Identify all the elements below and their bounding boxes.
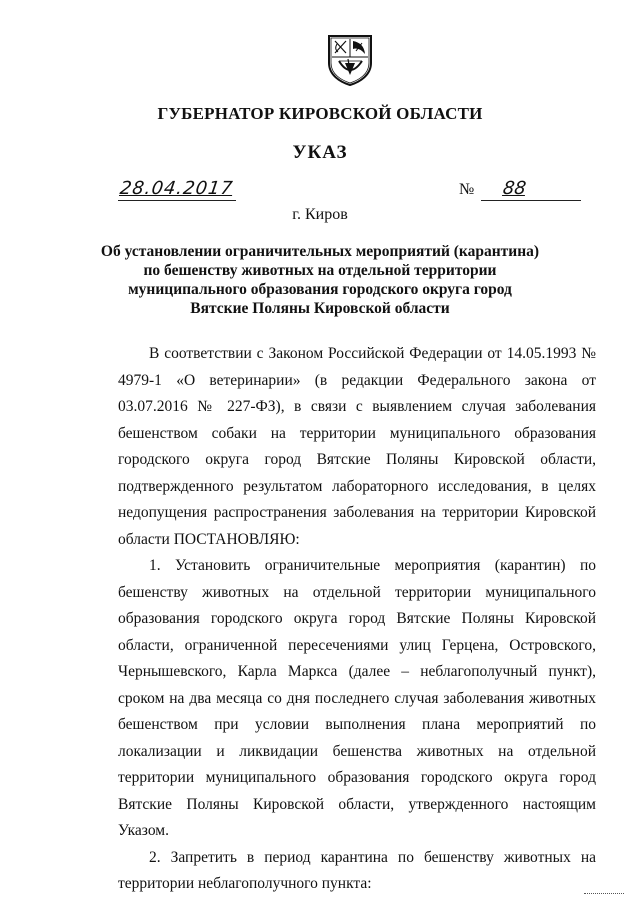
document-date: 28.04.2017	[118, 178, 235, 199]
document-city: г. Киров	[292, 206, 348, 223]
page-corner-mark	[584, 893, 624, 895]
document-title: Об установлении ограничительных мероприятий (карантина) по бешенству животных на отдельной территории муниципального образования городского округа город Вятские Поляны Кировской области	[100, 243, 540, 317]
body-paragraph: 1. Установить ограничительные мероприятия (карантин) по бешенству животных на отдельной территории муниципального образования городского округа город Вятские Поляны Кировской области, ограниченной пересечениями улиц Герцена, Островского, Чернышевского, Карла Маркса (далее – неблагополучный пункт), сроком на два месяца со дня последнего случая заболевания животных бешенством при условии выполнения плана мероприятий по локализации и ликвидации бешенства животных на отдельной территории муниципального образования городского округа город Вятские Поляны Кировской области, утвержденного настоящим Указом.	[118, 557, 596, 839]
document-number-field	[481, 178, 581, 201]
document-type: УКАЗ	[292, 142, 348, 163]
body-paragraph: 2. Запретить в период карантина по бешенству животных на территории неблагополучного пункта:	[118, 848, 596, 892]
kirov-coat-of-arms-icon	[326, 33, 374, 87]
document-body	[118, 341, 596, 898]
issuing-authority: ГУБЕРНАТОР КИРОВСКОЙ ОБЛАСТИ	[157, 104, 483, 123]
document-number: 88	[501, 178, 528, 199]
document-number-label: №	[459, 181, 475, 198]
body-paragraph: В соответствии с Законом Российской Федерации от 14.05.1993 № 4979-1 «О ветеринарии» (в редакции Федерального закона от 03.07.2016 № 227-ФЗ), в связи с выявлением случая заболевания бешенством собаки на территории муниципального образования городского округа город Вятские Поляны Кировской области, подтвержденного результатом лабораторного исследования, в целях недопущения распространения заболевания на территории Кировской области ПОСТАНОВЛЯЮ:	[118, 345, 596, 548]
document-date-field	[118, 178, 236, 201]
